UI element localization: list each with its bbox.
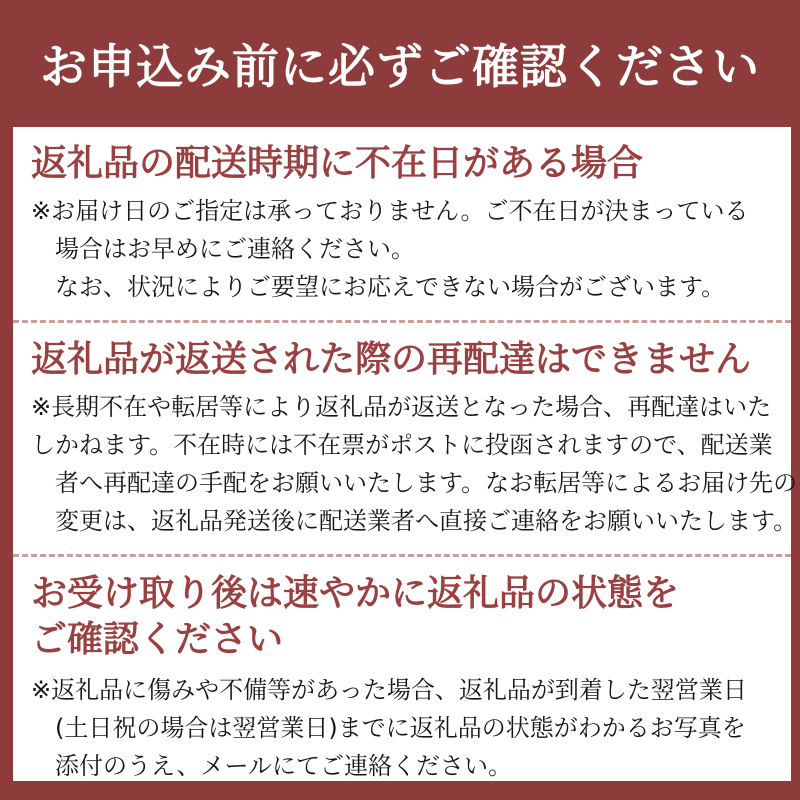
heading-line: お受け取り後は速やかに返礼品の状態を xyxy=(31,573,680,614)
section-delivery-absence-heading: 返礼品の配送時期に不在日がある場合 xyxy=(31,143,644,184)
body-line: しかねます。不在時には不在票がポストに投函されますので、配送業 xyxy=(31,431,773,459)
section-check-condition-body xyxy=(31,671,773,785)
section-check-condition xyxy=(13,557,791,785)
section-no-redelivery-body xyxy=(31,388,798,540)
section-no-redelivery xyxy=(13,323,798,540)
body-line: 場合はお早めにご連絡ください。 xyxy=(55,235,415,263)
section-check-condition-heading xyxy=(31,571,773,663)
body-line: 添付のうえ、メールにてご連絡ください。 xyxy=(55,752,512,780)
body-line: ※返礼品に傷みや不備等があった場合、返礼品が到着した翌営業日 xyxy=(31,676,747,704)
page-title: お申込み前に必ずご確認ください xyxy=(40,40,760,95)
section-delivery-absence xyxy=(13,127,791,306)
body-line: 変更は、返礼品発送後に配送業者へ直接ご連絡をお願いいたします。 xyxy=(55,507,798,535)
title-band xyxy=(0,0,800,127)
body-line: 者へ再配達の手配をお願いいたします。なお転居等によるお届け先の xyxy=(55,469,798,497)
body-line: なお、状況によりご要望にお応えできない場合がございます。 xyxy=(55,273,726,301)
body-line: ※お届け日のご指定は承っておりません。ご不在日が決まっている xyxy=(31,197,749,225)
body-line: (土日祝の場合は翌営業日)までに返礼品の状態がわかるお写真を xyxy=(55,714,746,742)
body-line: ※長期不在や転居等により返礼品が返送となった場合、再配達はいた xyxy=(31,393,772,421)
section-delivery-absence-body xyxy=(31,192,773,306)
section-no-redelivery-heading: 返礼品が返送された際の再配達はできません xyxy=(31,339,752,380)
notice-panel xyxy=(13,127,798,781)
heading-line: ご確認ください xyxy=(31,619,284,660)
